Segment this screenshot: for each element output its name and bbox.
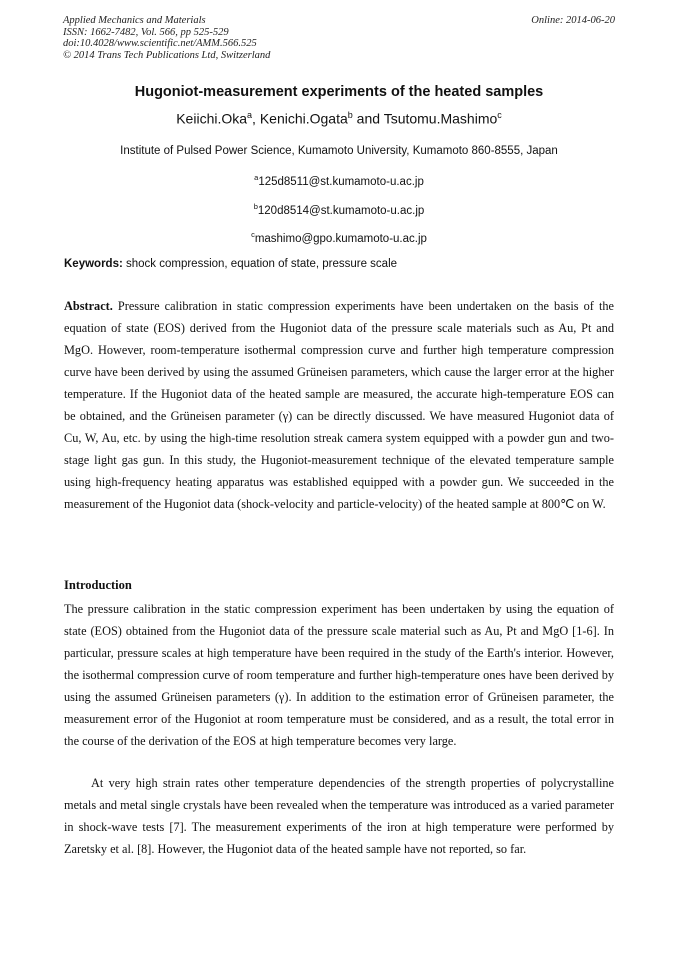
author-separator: , — [252, 110, 260, 127]
email-marker: b — [253, 202, 258, 211]
journal-name: Applied Mechanics and Materials — [63, 15, 206, 26]
author-separator: and — [352, 110, 384, 127]
author-name: Kenichi.Ogata — [259, 110, 348, 127]
email-address: 120d8514@st.kumamoto-u.ac.jp — [257, 204, 425, 217]
online-date: Online: 2014-06-20 — [531, 15, 615, 26]
introduction-paragraph-1: The pressure calibration in the static compression experiment has been undertaken by using the equation of state (EOS) obtained from the Hugoniot data of the pressure scale material such as Au, Pt and MgO [1-6]. In particular, pressure scales at high temperature have been required in the study of the Earth's interior. However, the isothermal compression curve of room temperature and further high-temperature ones have been derived by using the assumed Grüneisen parameters (γ). In addition to the estimation error of Grüneisen parameter, the measurement error of the Hugoniot at room temperature must be considered, and as a result, the total error in the course of the derivation of the EOS at high temperature becomes very large. — [64, 602, 614, 748]
copyright-line: © 2014 Trans Tech Publications Ltd, Switzerland — [63, 49, 271, 61]
keywords-line — [64, 258, 616, 270]
author-email — [0, 202, 678, 217]
author-name: Keiichi.Oka — [176, 110, 248, 127]
keywords-label: Keywords: — [64, 258, 123, 270]
paper-title: Hugoniot-measurement experiments of the heated samples — [134, 84, 544, 100]
author-marker: c — [497, 110, 502, 120]
author-email — [0, 230, 678, 245]
doi-line: doi:10.4028/www.scientific.net/AMM.566.525 — [63, 38, 257, 50]
introduction-paragraph-2: At very high strain rates other temperature dependencies of the strength properties of polycrystalline metals and metal single crystals have been revealed when the temperature was introduced as a varied parameter in shock-wave tests [7]. The measurement experiments of the iron at high temperature were performed by Zaretsky et al. [8]. However, the Hugoniot data of the heated sample have not reported, so far. — [64, 776, 614, 856]
author-marker: b — [347, 110, 353, 120]
abstract-text: Pressure calibration in static compression experiments have been undertaken on the basis of the equation of state (EOS) derived from the Hugoniot data of the pressure scale materials such as Au, Pt and MgO. However, room-temperature isothermal compression curve and further high temperature compression curve have been derived by using the assumed Grüneisen parameters, which cause the larger error at the higher temperature. If the Hugoniot data of the heated sample are measured, the accurate high-temperature EOS can be obtained, and the Grüneisen parameter (γ) can be directly discussed. We have measured Hugoniot data of Cu, W, Au, etc. by using the high-time resolution streak camera system equipped with a powder gun and two-stage light gas gun. In this study, the Hugoniot-measurement technique of the elevated temperature sample using high-frequency heating apparatus was established equipped with a powder gun. We succeeded in the measurement of the Hugoniot data (shock-velocity and particle-velocity) of the heated sample at 800℃ on W. — [64, 299, 614, 511]
author-name: Tsutomu.Mashimo — [383, 110, 498, 127]
author-marker: a — [247, 110, 253, 120]
email-marker: a — [254, 173, 259, 182]
author-list — [0, 110, 678, 127]
abstract-label: Abstract. — [64, 299, 113, 313]
email-marker: c — [251, 230, 255, 239]
email-address: mashimo@gpo.kumamoto-u.ac.jp — [254, 232, 427, 245]
abstract-paragraph — [64, 295, 614, 515]
email-address: 125d8511@st.kumamoto-u.ac.jp — [258, 175, 424, 188]
affiliation: Institute of Pulsed Power Science, Kumamoto University, Kumamoto 860-8555, Japan — [120, 145, 558, 157]
author-email — [0, 173, 678, 188]
issn-line: ISSN: 1662-7482, Vol. 566, pp 525-529 — [63, 26, 229, 38]
section-heading-introduction: Introduction — [64, 578, 132, 592]
keywords-text: shock compression, equation of state, pressure scale — [122, 258, 398, 270]
running-header — [63, 15, 615, 61]
